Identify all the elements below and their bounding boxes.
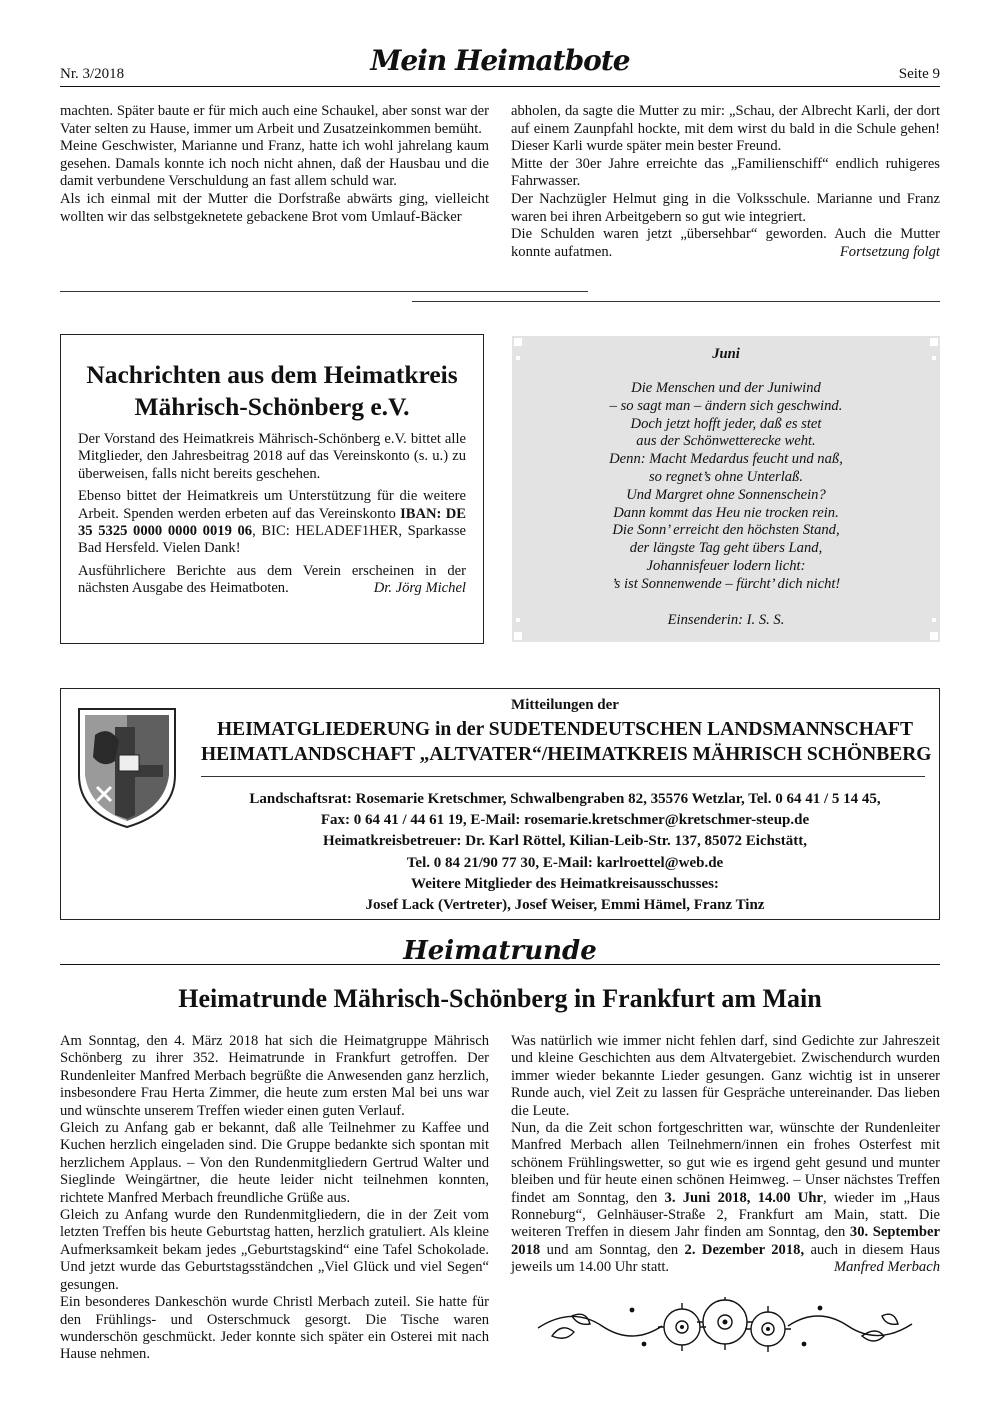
poem-line: aus der Schönwetterecke weht. xyxy=(636,433,816,450)
iban: IBAN: DE 35 5325 0000 0000 0019 06 xyxy=(78,505,466,540)
article-author: Manfred Merbach xyxy=(833,1259,940,1276)
poem-line: Denn: Macht Medardus feucht und naß, xyxy=(609,451,843,468)
main-article-left-column xyxy=(60,1033,489,1364)
news-box xyxy=(60,334,484,644)
main-article-right-column xyxy=(511,1033,940,1277)
divider xyxy=(412,301,940,302)
masthead-logo: Mein Heimatbote xyxy=(370,44,630,77)
poem-line: – so sagt man – ändern sich geschwind. xyxy=(609,397,843,414)
paragraph: Meine Geschwister, Marianne und Franz, hatte ich wohl jahrelang kaum gesehen. Damals konnte ich noch nicht ahnen, daß der Hausbau und die damit verbundene Verschuldung an fast allem schuld war. xyxy=(60,138,489,190)
info-heading: HEIMATGLIEDERUNG in der SUDETENDEUTSCHEN LANDSMANNSCHAFT xyxy=(217,719,913,740)
paragraph: Als ich einmal mit der Mutter die Dorfstraße abwärts ging, vielleicht wollten wir das selbstgeknetete gebackene Brot vom Umlauf-Bäcker xyxy=(60,190,489,225)
info-box xyxy=(60,688,940,920)
paragraph: Nun, da die Zeit schon fortgeschritten war, wünschte der Rundenleiter Manfred Merbach allen Teilnehmern/innen ein frohes Osterfest mit schönem Frühlingswetter, so gut wie es irgend geht gesund und munter bleiben und für heute einen schönen Heimweg. – Unser nächstes Treffen findet am Sonntag, den 3. Juni 2018, 14.00 Uhr, wieder im „Haus Ronneburg“, Gelnhäuser-Straße 2, Frankfurt am Main, statt. Die weiteren Treffen in diesem Jahr finden am Sonntag, den 30. September 2018 und am Sonntag, den 2. Dezember 2018, auch in diesem Haus jeweils um 14.00 Uhr statt. xyxy=(511,1120,941,1276)
info-heading: HEIMATLANDSCHAFT „ALTVATER“/HEIMATKREIS MÄHRISCH SCHÖNBERG xyxy=(201,744,932,765)
poem-line: Die Menschen und der Juniwind xyxy=(631,380,821,396)
poem-line: Die Sonn’ erreicht den höchsten Stand, xyxy=(612,522,840,539)
coat-of-arms-icon xyxy=(75,705,179,831)
section-rule xyxy=(60,964,940,965)
issue-number: Nr. 3/2018 xyxy=(60,66,125,82)
news-title-line: Mährisch-Schönberg e.V. xyxy=(134,392,410,421)
poem-line: Doch jetzt hofft jeder, daß es stet xyxy=(630,415,822,432)
paragraph: Gleich zu Anfang wurde den Rundenmitgliedern, die in der Zeit vom letzten Treffen bis heute Geburtstag hatten, herzlich gratuliert. Als kleine Aufmerksamkeit bekam jedes „Geburtstagskind“ eine Tafel Schokolade. Und jetzt wurde das Geburtstagsständchen „Viel Glück und viel Segen“ gesungen. xyxy=(60,1207,489,1293)
paragraph: Die Schulden waren jetzt „übersehbar“ geworden. Auch die Mutter konnte aufatmen. xyxy=(511,226,940,260)
poem-box xyxy=(512,336,940,642)
article-title: Heimatrunde Mährisch-Schönberg in Frankfurt am Main xyxy=(178,984,822,1013)
poem-line: so regnet’s ohne Unterlaß. xyxy=(648,468,804,485)
news-box-body xyxy=(78,431,466,598)
top-article-left-column xyxy=(60,103,489,226)
contact-line: Tel. 0 84 21/90 77 30, E-Mail: karlroettel@web.de xyxy=(406,854,724,871)
contact-line: Fax: 0 64 41 / 44 61 19, E-Mail: rosemarie.kretschmer@kretschmer-steup.de xyxy=(320,812,810,829)
poem-sender: Einsenderin: I. S. S. xyxy=(667,612,785,628)
paragraph: Am Sonntag, den 4. März 2018 hat sich die Heimatgruppe Mährisch Schönberg zu ihrer 352. Heimatrunde in Frankfurt getroffen. Der Rundenleiter Manfred Merbach begrüßte die Anwesenden ganz herzlich, insbesondere Frau Herta Zimmer, die heute zum ersten Mal bei uns war und wünschte unserem Treffen wieder einen guten Verlauf. xyxy=(60,1033,489,1119)
news-author: Dr. Jörg Michel xyxy=(373,580,466,597)
paragraph: Ebenso bittet der Heimatkreis um Unterstützung für die weitere Arbeit. Spenden werden erbeten auf das Vereinskonto IBAN: DE 35 5325 0000 0000 0019 06, BIC: HELADEF1HER, Sparkasse Bad Hersfeld. Vielen Dank! xyxy=(78,488,466,557)
top-article-right-column xyxy=(511,103,940,261)
floral-ornament-icon xyxy=(532,1296,918,1358)
page-number: Seite 9 xyxy=(898,66,940,82)
poem-line: ’s ist Sonnenwende – fürcht’ dich nicht! xyxy=(611,575,841,592)
paragraph: Gleich zu Anfang gab er bekannt, daß alle Teilnehmer zu Kaffee und Kuchen herzlich eingeladen sind. Die Gruppe bedankte sich spontan mit herzlichem Applaus. – Von den Rundenmitgliedern Gertrud Walter und Sieglinde Weingärtner, die heute leider nicht teilnehmen konnten, richtete Manfred Merbach freundliche Grüße aus. xyxy=(60,1120,489,1206)
paragraph: Der Nachzügler Helmut ging in die Volksschule. Marianne und Franz waren bei ihren Arbeitgebern so gut wie integriert. xyxy=(511,190,940,225)
poem-line: Und Margret ohne Sonnenschein? xyxy=(626,486,826,503)
contact-line: Heimatkreisbetreuer: Dr. Karl Röttel, Kilian-Leib-Str. 137, 85072 Eichstätt, xyxy=(322,833,808,850)
paragraph: Ausführlichere Berichte aus dem Verein erscheinen in der nächsten Ausgabe des Heimatboten. xyxy=(78,562,466,597)
info-intro: Mitteilungen der xyxy=(511,697,619,713)
header-rule xyxy=(60,86,940,87)
paragraph: Ein besonderes Dankeschön wurde Christl Merbach zuteil. Sie hatte für den Frühlings- und Osterschmuck gesorgt. Die Tische waren wunderschön geschmückt. Jeder konnte sich später ein Osterei mit nach Hause nehmen. xyxy=(60,1294,489,1363)
paragraph: machten. Später baute er für mich auch eine Schaukel, aber sonst war der Vater selten zu Hause, immer um Arbeit und Zusatzeinkommen bemüht. xyxy=(60,103,489,137)
poem-lines xyxy=(512,380,940,594)
divider xyxy=(201,776,925,777)
paragraph: Mitte der 30er Jahre erreichte das „Familienschiff“ endlich ruhigeres Fahrwasser. xyxy=(511,155,940,190)
continuation-note: Fortsetzung folgt xyxy=(839,243,940,260)
paragraph: abholen, da sagte die Mutter zu mir: „Schau, der Albrecht Karli, der dort auf einem Zaunpfahl hockte, mit dem wirst du bald in die Schule gehen! Dieser Karli wurde später mein bester Freund. xyxy=(511,103,940,155)
date-highlight: 30. September 2018 xyxy=(511,1224,940,1258)
date-highlight: 3. Juni 2018, 14.00 Uhr xyxy=(664,1189,823,1206)
news-box-title xyxy=(61,359,483,423)
contact-line: Weitere Mitglieder des Heimatkreisausschusses: xyxy=(411,875,719,892)
poem-title: Juni xyxy=(712,346,740,362)
poem-line: Johannisfeuer lodern licht: xyxy=(646,557,806,574)
poem-line: der längste Tag geht übers Land, xyxy=(629,540,823,557)
section-label: Heimatrunde xyxy=(403,936,597,966)
news-title-line: Nachrichten aus dem Heimatkreis xyxy=(86,360,458,389)
contact-line: Landschaftsrat: Rosemarie Kretschmer, Schwalbengraben 82, 35576 Wetzlar, Tel. 0 64 41 / 5 14 45, xyxy=(249,791,881,807)
contact-block xyxy=(201,789,929,916)
paragraph: Was natürlich wie immer nicht fehlen darf, sind Gedichte zur Jahreszeit und kleine Geschichten aus dem Altvatergebiet. Zwischendurch wurden immer wieder bekannte Lieder gesungen. Ganz wichtig ist in unserer Runde auch, viel Zeit zu lassen für Gespräche untereinander. Das lieben die Leute. xyxy=(511,1033,940,1119)
contact-line: Josef Lack (Vertreter), Josef Weiser, Emmi Hämel, Franz Tinz xyxy=(365,897,765,914)
date-highlight: 2. Dezember 2018, xyxy=(684,1241,805,1258)
divider xyxy=(60,291,588,292)
paragraph: Der Vorstand des Heimatkreis Mährisch-Schönberg e.V. bittet alle Mitglieder, den Jahresbeitrag 2018 auf das Vereinskonto (s. u.) zu überweisen, falls nicht bereits geschehen. xyxy=(78,431,466,482)
poem-line: Dann kommt das Heu nie trocken rein. xyxy=(613,504,839,521)
